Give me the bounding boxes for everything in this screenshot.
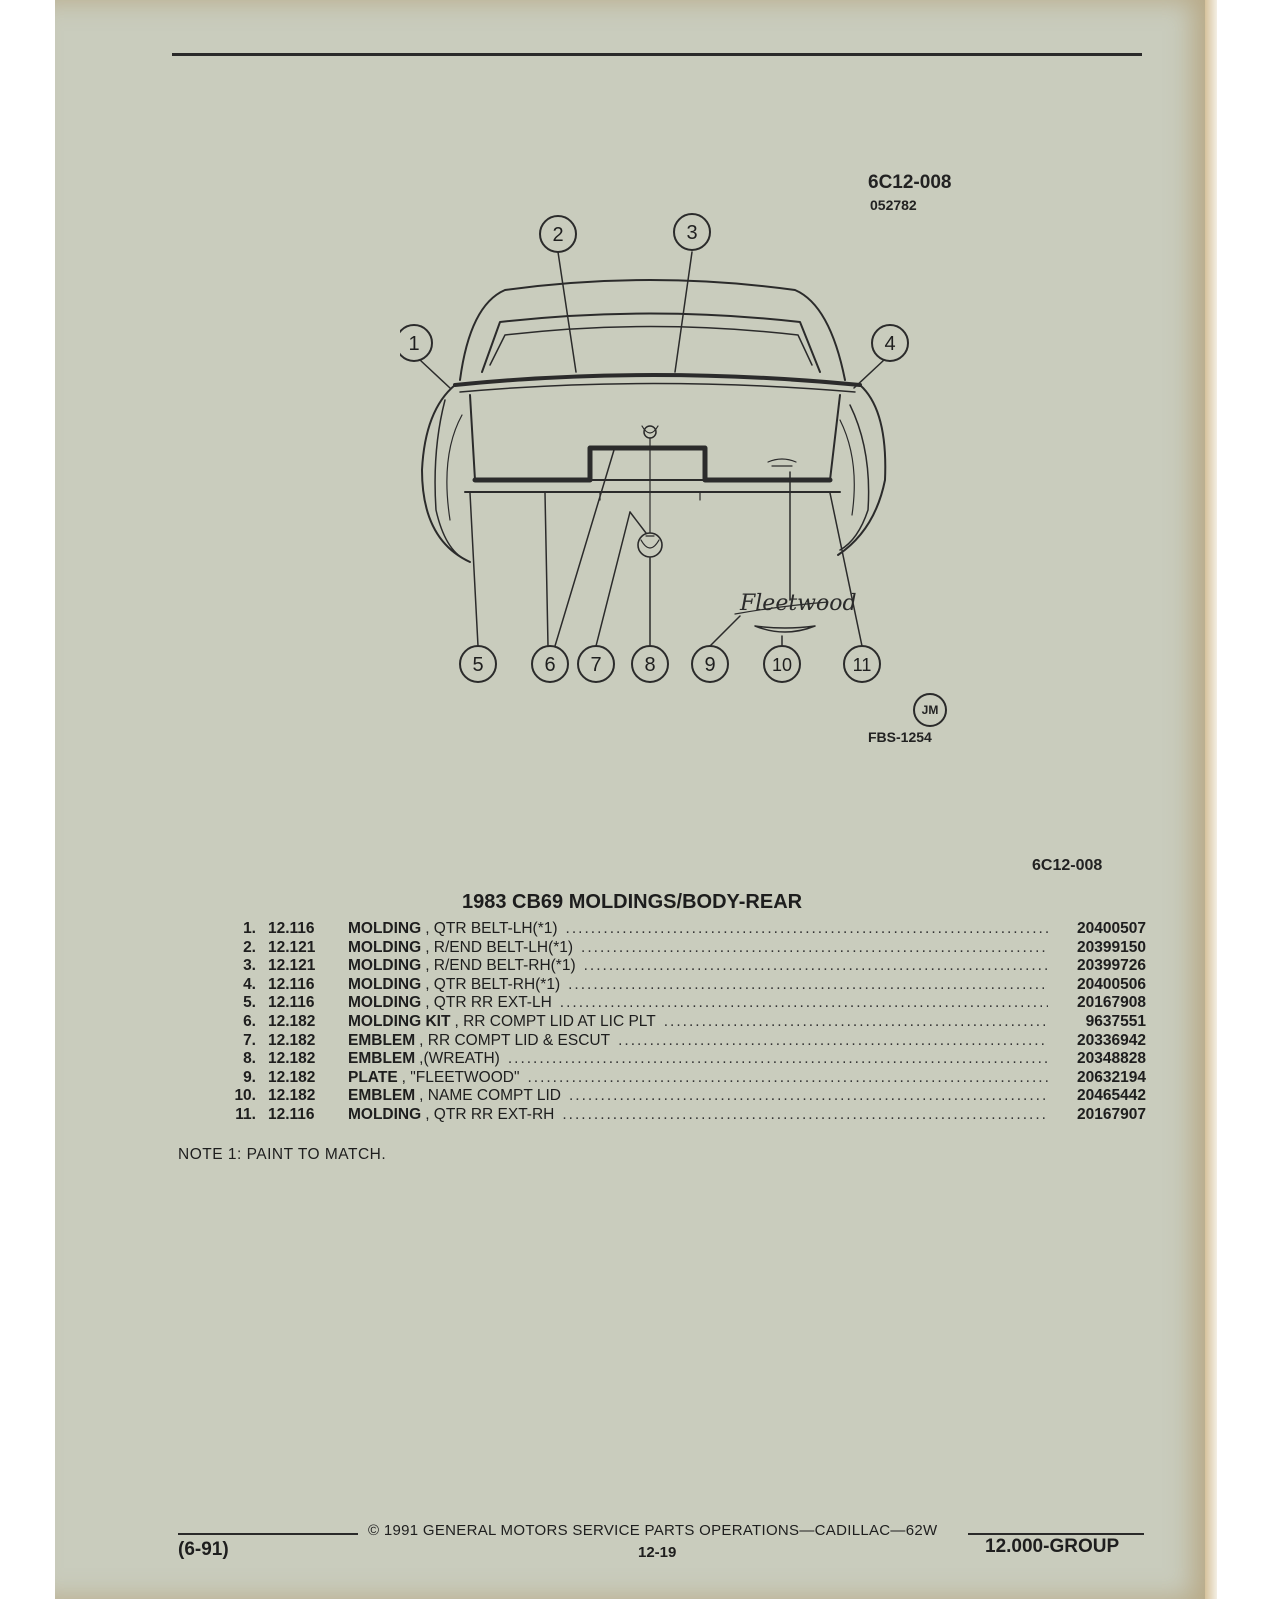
part-number: 20336942: [1077, 1031, 1146, 1049]
page-edge: [1205, 0, 1217, 1599]
callout-2: [540, 216, 576, 252]
parts-list-code: 6C12-008: [1032, 857, 1103, 874]
footer-rule-left: [178, 1533, 358, 1535]
top-rule: [172, 53, 1142, 56]
callout-8: [632, 646, 668, 682]
parts-row: 7. 12.182 EMBLEM , RR COMPT LID & ESCUT ..... 20336942: [228, 1032, 1146, 1051]
figure-reference: FBS-1254: [868, 729, 932, 745]
fleetwood-script: Fleetwood: [740, 591, 857, 616]
svg-text:4: 4: [884, 333, 896, 355]
footer-rule-right: [968, 1533, 1144, 1535]
part-number: 20400507: [1077, 920, 1146, 937]
svg-text:6: 6: [544, 654, 556, 676]
parts-list: [228, 920, 1146, 1125]
part-number: 20465442: [1077, 1087, 1146, 1105]
footnote: NOTE 1: PAINT TO MATCH.: [178, 1146, 387, 1163]
callout-5: [460, 646, 496, 682]
parts-row: 9. 12.182 PLATE , "FLEETWOOD" ..... 20632194: [228, 1069, 1146, 1088]
footer-revision: (6-91): [178, 1539, 229, 1560]
callout-4: [872, 325, 908, 361]
part-number: 20348828: [1077, 1050, 1146, 1068]
parts-row: 10. 12.182 EMBLEM , NAME COMPT LID ..... 20465442: [228, 1087, 1146, 1106]
callout-11: [844, 646, 880, 682]
callout-9: [692, 646, 728, 682]
figure-code: 6C12-008: [868, 172, 952, 193]
parts-row: 6. 12.182 MOLDING KIT , RR COMPT LID AT LIC PLT ..... 9637551: [228, 1013, 1146, 1032]
artist-badge: JM: [913, 693, 947, 727]
parts-row: 4. 12.116 MOLDING , QTR BELT-RH(*1) ..... 20400506: [228, 976, 1146, 995]
parts-list-title: 1983 CB69 MOLDINGS/BODY-REAR: [462, 891, 803, 913]
part-number: 9637551: [1085, 1012, 1146, 1030]
part-number: 20399150: [1077, 938, 1146, 956]
parts-row: 5. 12.116 MOLDING , QTR RR EXT-LH ..... 20167908: [228, 994, 1146, 1013]
rear-body-diagram: [400, 210, 960, 700]
parts-row: 2. 12.121 MOLDING , R/END BELT-LH(*1) ..... 20399150: [228, 939, 1146, 958]
parts-row: 8. 12.182 EMBLEM ,(WREATH) ..... 20348828: [228, 1050, 1146, 1069]
part-number: 20399726: [1077, 957, 1146, 975]
footer-group: 12.000-GROUP: [985, 1536, 1120, 1557]
parts-row: 1. 12.116 MOLDING , QTR BELT-LH(*1) ..... 20400507: [228, 920, 1146, 939]
svg-text:7: 7: [590, 654, 602, 676]
callout-1: [400, 325, 432, 361]
part-number: 20632194: [1077, 1068, 1146, 1086]
svg-text:2: 2: [552, 224, 564, 246]
svg-text:1: 1: [408, 333, 420, 355]
part-number: 20167908: [1077, 994, 1146, 1012]
callout-7: [578, 646, 614, 682]
svg-text:9: 9: [704, 654, 716, 676]
callout-6: [532, 646, 568, 682]
svg-text:3: 3: [686, 222, 698, 244]
footer-copyright: © 1991 GENERAL MOTORS SERVICE PARTS OPERATIONS—CADILLAC—62W: [368, 1522, 938, 1539]
figure-date: 052782: [870, 197, 917, 213]
svg-text:11: 11: [852, 655, 872, 675]
callout-3: [674, 214, 710, 250]
callout-10: [764, 646, 800, 682]
page-number: 12-19: [638, 1544, 677, 1561]
part-number: 20400506: [1077, 975, 1146, 993]
parts-row: 11. 12.116 MOLDING , QTR RR EXT-RH ..... 20167907: [228, 1106, 1146, 1125]
svg-text:8: 8: [644, 654, 656, 676]
part-number: 20167907: [1077, 1105, 1146, 1123]
svg-text:10: 10: [771, 655, 793, 675]
parts-row: 3. 12.121 MOLDING , R/END BELT-RH(*1) ..... 20399726: [228, 957, 1146, 976]
svg-text:5: 5: [472, 654, 484, 676]
